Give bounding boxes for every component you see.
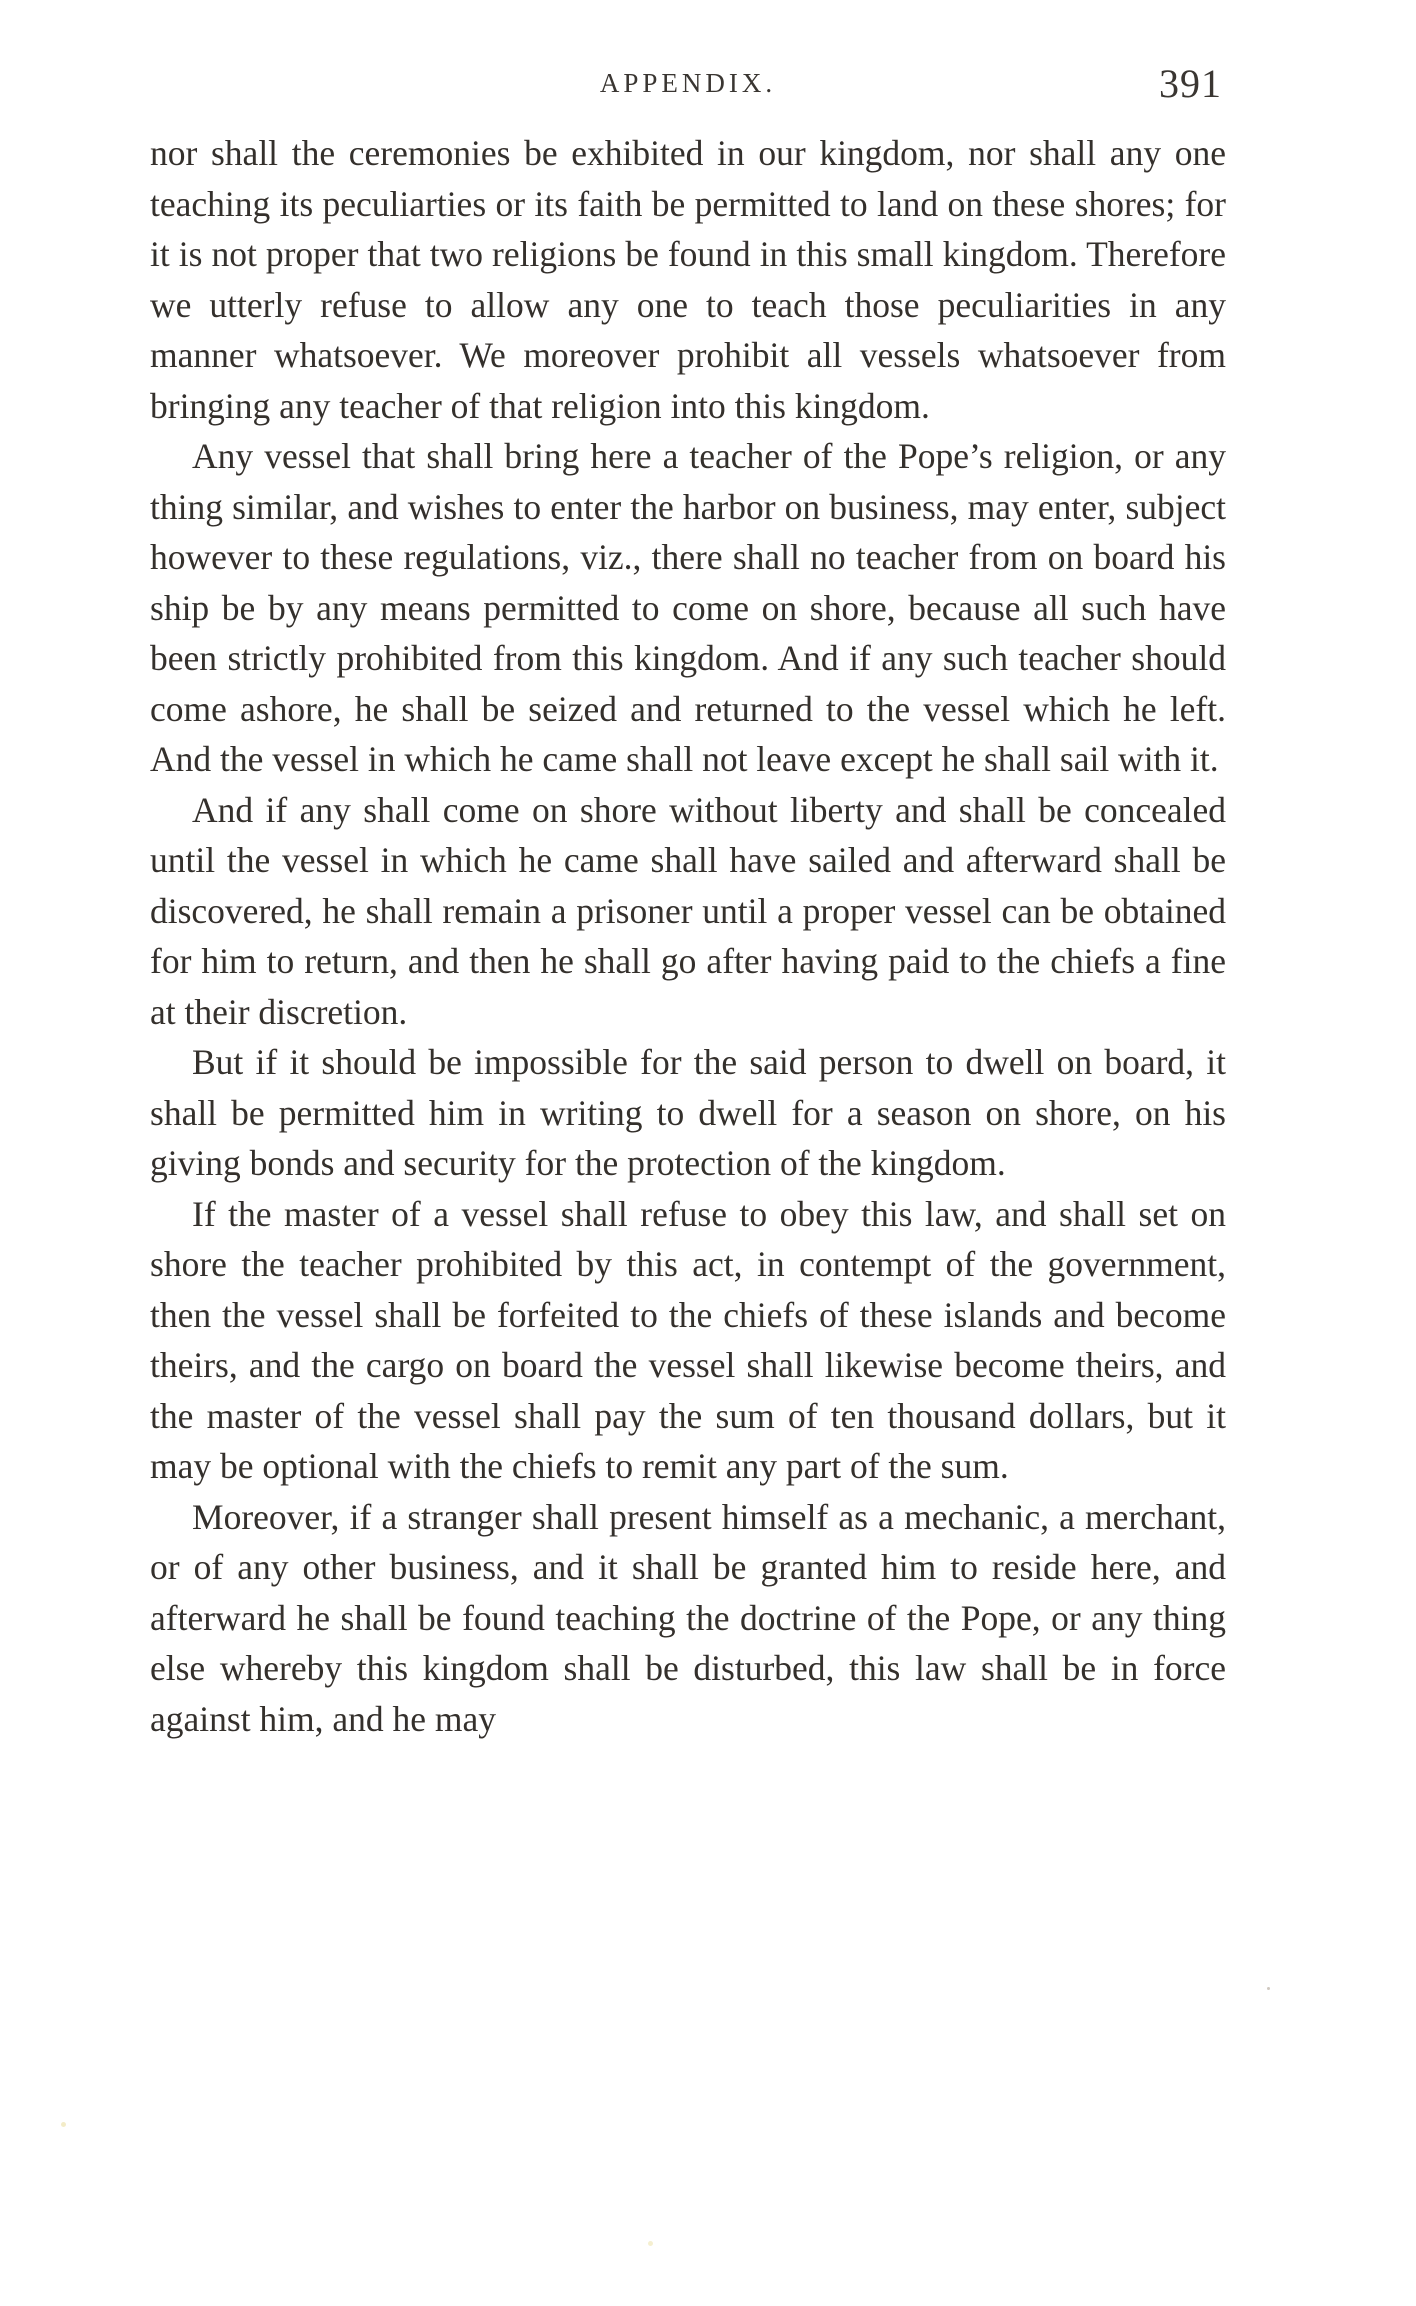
paragraph-2: Any vessel that shall bring here a teacher of the Pope’s religion, or any thing similar, and wishes to enter the harbor on business, may enter, subject however to these regulations, viz., there shall no teacher from on board his ship be by any means permitted to come on shore, because all such have been strictly prohibited from this kingdom. And if any such teacher should come ashore, he shall be seized and returned to the vessel which he left. And the vessel in which he came shall not leave except he shall sail with it. — [150, 436, 1226, 779]
paper-speck — [61, 2122, 66, 2127]
paper-speck — [1267, 1987, 1270, 1990]
paragraph-6: Moreover, if a stranger shall present himself as a mechanic, a merchant, or of any other business, and it shall be granted him to reside here, and afterward he shall be found teaching the doctrine of the Pope, or any thing else whereby this kingdom shall be disturbed, this law shall be in force against him, and he may — [150, 1496, 1226, 1739]
page-header — [150, 60, 1226, 120]
paper-speck — [648, 2241, 653, 2246]
paragraph-1: nor shall the ceremonies be exhibited in our kingdom, nor shall any one teaching its peculiarties or its faith be permitted to land on these shores; for it is not proper that two religions be found in this small kingdom. Therefore we utterly refuse to allow any one to teach those peculiarities in any manner whatsoever. We moreover prohibit all vessels whatsoever from bringing any teacher of that religion into this kingdom. — [150, 133, 1226, 426]
running-head: APPENDIX. — [599, 68, 777, 98]
paragraph-5: If the master of a vessel shall refuse to obey this law, and shall set on shore the teacher prohibited by this act, in contempt of the government, then the vessel shall be forfeited to the chiefs of these islands and become theirs, and the cargo on board the vessel shall likewise become theirs, and the master of the vessel shall pay the sum of ten thousand dollars, but it may be optional with the chiefs to remit any part of the sum. — [150, 1193, 1226, 1486]
body-text — [150, 128, 1226, 1744]
paragraph-3: And if any shall come on shore without liberty and shall be concealed until the vessel in which he came shall have sailed and afterward shall be discovered, he shall remain a prisoner until a proper vessel can be obtained for him to return, and then he shall go after having paid to the chiefs a fine at their discretion. — [150, 789, 1226, 1032]
page-number: 391 — [1159, 61, 1222, 106]
paragraph-4: But if it should be impossible for the said person to dwell on board, it shall be permitted him in writing to dwell for a season on shore, on his giving bonds and security for the protection of the kingdom. — [150, 1042, 1226, 1183]
